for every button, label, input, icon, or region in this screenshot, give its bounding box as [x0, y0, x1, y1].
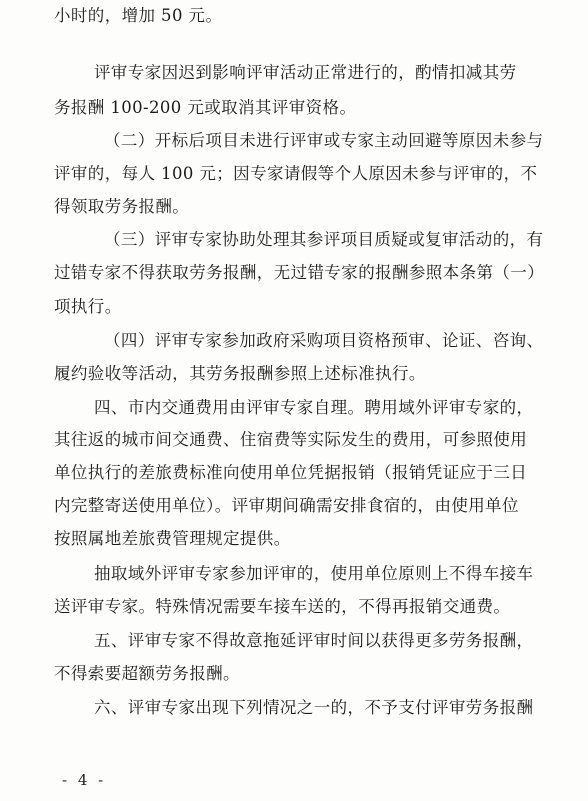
- text-line: 其往返的城市间交通费、住宿费等实际发生的费用，可参照使用: [54, 430, 528, 449]
- text-line: 内完整寄送使用单位）。评审期间确需安排食宿的，由使用单位: [54, 496, 519, 515]
- text-line: 得领取劳务报酬。: [54, 197, 190, 216]
- text-line: （二）开标后项目未进行评审或专家主动回避等原因未参与: [104, 131, 544, 150]
- text-line: 过错专家不得获取劳务报酬，无过错专家的报酬参照本条第（一）: [54, 263, 545, 282]
- text-line: 小时的，增加 50 元。: [54, 6, 223, 25]
- text-line: 评审专家因迟到影响评审活动正常进行的，酌情扣减其劳: [94, 63, 517, 82]
- text-line: （三）评审专家协助处理其参评项目质疑或复审活动的，有: [104, 230, 544, 249]
- text-line: 单位执行的差旅费标准向使用单位凭据报销（报销凭证应于三日: [54, 463, 528, 482]
- page-number: - 4 -: [62, 771, 107, 789]
- text-line: 评审的，每人 100 元；因专家请假等个人原因未参与评审的，不: [54, 164, 538, 183]
- text-line: 履约验收等活动，其劳务报酬参照上述标准执行。: [54, 364, 426, 383]
- text-line: 抽取域外评审专家参加评审的，使用单位原则上不得车接车: [94, 564, 534, 583]
- text-line: 项执行。: [54, 297, 122, 316]
- text-line: 按照属地差旅费管理规定提供。: [54, 529, 291, 548]
- text-line: （四）评审专家参加政府采购项目资格预审、论证、咨询、: [104, 331, 544, 350]
- text-line: 五、评审专家不得故意拖延评审时间以获得更多劳务报酬，: [94, 631, 534, 650]
- text-line: 送评审专家。特殊情况需要车接车送的，不得再报销交通费。: [54, 597, 511, 616]
- text-line: 务报酬 100-200 元或取消其评审资格。: [54, 98, 357, 117]
- text-line: 不得索要超额劳务报酬。: [54, 664, 240, 683]
- text-line: 六、评审专家出现下列情况之一的，不予支付评审劳务报酬: [94, 698, 534, 717]
- text-line: 四、市内交通费用由评审专家自理。聘用域外评审专家的，: [94, 398, 534, 417]
